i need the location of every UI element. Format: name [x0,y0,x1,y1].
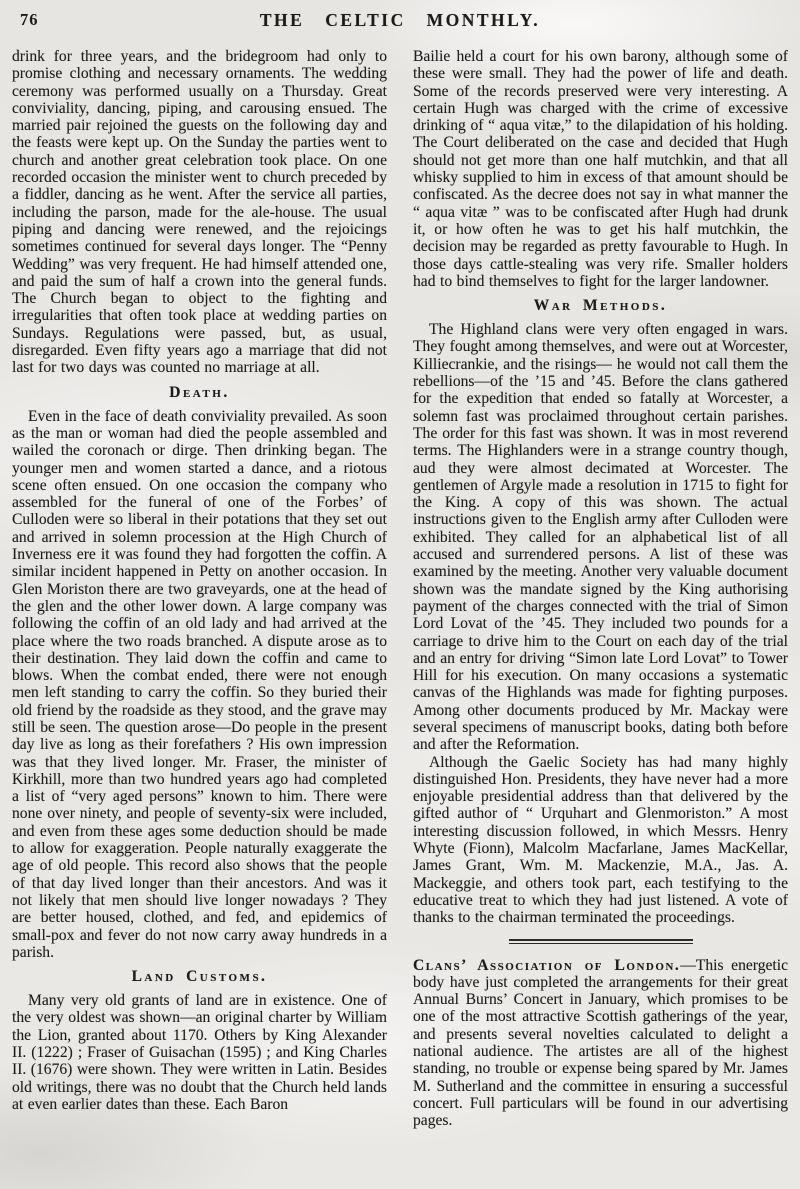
page-number: 76 [20,10,39,29]
section-heading-land-customs: Land Customs. [131,968,268,986]
paragraph-land-customs: Many very old grants of land are in existence. One of the very oldest was shown—an original charter by William the Lion, granted about 1170. Others by King Alexander II. (1222) ; Fraser of Guisachan (1595) ; and King Charles II. (1676) were shown. They were written in Latin. Besides old writings, there was no doubt that the Church held lands at even earlier dates than these. Each Baron [12,992,387,1113]
note-lead-clans-association: Clans’ Association of London. [413,956,681,974]
paragraph-war-methods: The Highland clans were very often engaged in wars. They fought among themselves, and were out at Worcester, Killiecrankie, and the risings— he would not call them the rebellions—of the ’15 and ’45. Before the clans gathered for the expedition that ended so fatally at Worcester, a solemn fast was proclaimed throughout certain parishes. The order for this fast was shown. It was in most reverend terms. The Highlanders were in a strange country though, aud they were almost decimated at Worcester. The gentlemen of Argyle made a resolution in 1715 to fight for the King. A copy of this was shown. The actual instructions given to the English army after Culloden were exhibited. They called for an alphabetical list of all accused and surrendered persons. A list of these was examined by the meeting. Another very valuable document shown was the mandate signed by the King authorising payment of the charges connected with the trial of Simon Lord Lovat of the ’45. They included two pounds for a carriage to drive him to the Court on each day of the trial and an entry for driving “Simon late Lord Lovat” to Tower Hill for his execution. On many occasions a systematic canvas of the Highlands was made for fighting purposes. Among other documents produced by Mr. Mackay were several specimens of manuscript books, dating both before and after the Reformation. [413,321,788,754]
page-header [12,8,788,42]
double-rule-divider [509,939,693,944]
paragraph-gaelic-society: Although the Gaelic Society has had many highly distinguished Hon. Presidents, they have never had a more enjoyable presidential address than that delivered by the gifted author of “ Urquhart and Glenmoriston.” A most interesting discussion followed, in which Messrs. Henry Whyte (Fionn), Malcolm Macfarlane, James MacKellar, James Grant, Wm. M. Mackenzie, M.A., Jas. A. Mackeggie, and others took part, each testifying to the educative treat to which they had just listened. A vote of thanks to the chairman terminated the proceedings. [413,753,788,927]
section-heading-death: Death. [169,383,230,401]
text-columns [12,42,788,1130]
paragraph-wedding-customs: drink for three years, and the bridegroom had only to promise clothing and necessary ornaments. The wedding ceremony was performed usually on a Thursday. Great conviviality, dancing, piping, and carousing ensued. The married pair rejoined the guests on the following day and the feasts were kept up. On the Sunday the parties went to church and another great celebration took place. On one recorded occasion the minister went to church preceded by a fiddler, dancing as he went. After the service all parties, including the parson, made for the ale-house. The usual piping and dancing were renewed, and the rejoicings sometimes continued for several days longer. The “Penny Wedding” was very frequent. He had himself attended one, and paid the sum of half a crown into the general funds. The Church began to object to the fighting and irregularities that often took place at wedding parties on Sundays. Regulations were passed, but, as usual, disregarded. Even fifty years ago a marriage that did not last for two days was counted no marriage at all. [12,48,387,377]
journal-title: THE CELTIC MONTHLY. [259,10,541,30]
note-body: —This energetic body have just completed the arrangements for their great Annual Burns’ Concert in January, which promises to be one of the most attractive Scottish gatherings of the year, and presents several novelties calculated to delight a national audience. The artistes are all of the highest standing, no trouble or expense being spared by Mr. James M. Sutherland and the committee in ensuring a successful concert. Full particulars will be found in our advertising pages. [413,956,788,1130]
paragraph-clans-association-note [413,957,788,1130]
paragraph-baron-bailie: Bailie held a court for his own barony, although some of these were small. They had the power of life and death. Some of the records preserved were very interesting. A certain Hugh was charged with the crime of excessive drinking of “ aqua vitæ,” to the dilapidation of his holding. The Court deliberated on the case and decided that Hugh should not get more than one half mutchkin, and that all whisky supplied to him in excess of that amount should be confiscated. As the decree does not say in what manner the “ aqua vitæ ” was to be confiscated after Hugh had drunk it, or how often he was to get his half mutchkin, the decision may be regarded as pretty favourable to Hugh. In those days cattle-stealing was very rife. Smaller holders had to bind themselves to fight for the larger landowner. [413,48,788,290]
right-column [413,48,788,1130]
left-column [12,48,387,1130]
paragraph-death: Even in the face of death conviviality prevailed. As soon as the man or woman had died the people assembled and wailed the coronach or dirge. Then drinking began. The younger men and women started a dance, and a riotous scene often ensued. On one occasion the company who assembled for the funeral of one of the Forbes’ of Culloden were so liberal in their potations that they set out and arrived in solemn procession at the High Church of Inverness ere it was found they had forgotten the coffin. A similar incident happened in Petty on another occasion. In Glen Moriston there are two graveyards, one at the head of the glen and the other lower down. A large company was following the coffin of an old lady and had arrived at the place where the two roads branched. A dispute arose as to their destination. They laid down the coffin and came to blows. When the combat ended, there were not enough men left standing to carry the coffin. So they buried their old friend by the roadside as they stood, and the grave may still be seen. The question arose—Do people in the present day live as long as their forefathers ? His own impression was that they lived longer. Mr. Fraser, the minister of Kirkhill, more than two hundred years ago had completed a list of “very aged persons” known to him. There were none over ninety, and people of seventy-six were included, and even from these ages some deduction should be made to allow for exaggeration. People naturally exaggerate the age of old people. This record also shows that the people of that day lived longer than their ancestors. And was it not likely that men should live longer nowadays ? They are better housed, clothed, and fed, and epidemics of small-pox and fever do not now carry away hundreds in a parish. [12,407,387,961]
section-heading-war-methods: War Methods. [533,297,668,315]
